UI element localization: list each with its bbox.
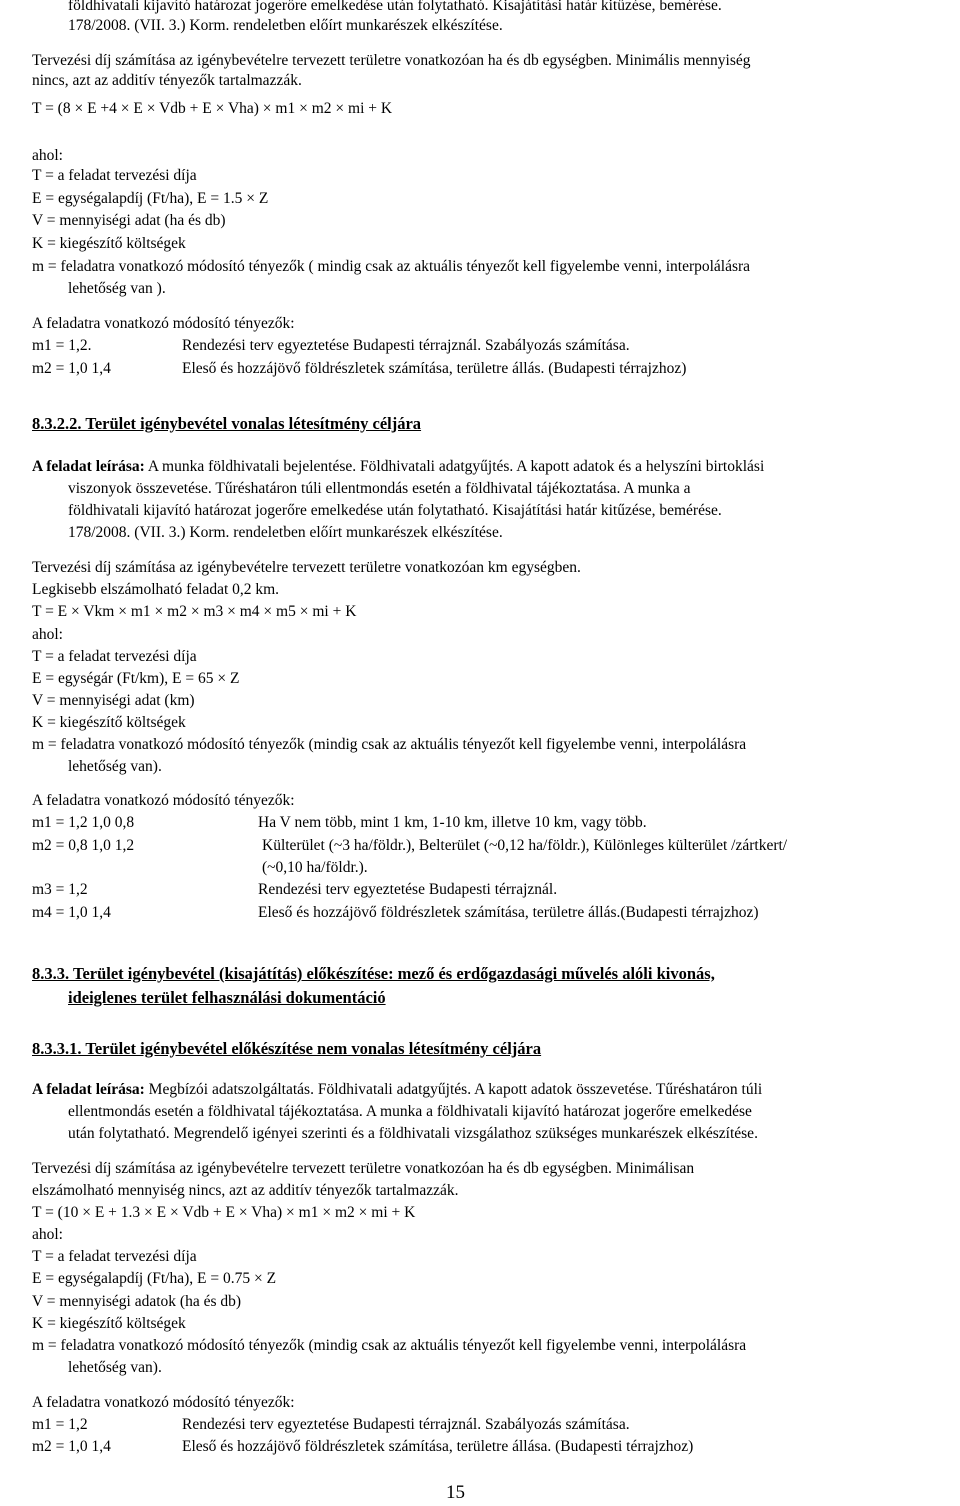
definition-K: K = kiegészítő költségek: [32, 714, 186, 731]
section-heading: 8.3.3.1. Terület igénybevétel előkészítése nem vonalas létesítmény céljára: [32, 1039, 542, 1058]
definition-T: T = a feladat tervezési díja: [32, 648, 197, 665]
text-line: Tervezési díj számítása az igénybevételre tervezett területre vonatkozóan ha és db egységben. Minimális mennyiség: [32, 52, 751, 69]
task-text: A munka földhivatali bejelentése. Földhivatali adatgyűjtés. A kapott adatok és a helyszíni birtoklási: [147, 458, 765, 475]
text-line: 178/2008. (VII. 3.) Korm. rendeletben előírt munkarészek elkészítése.: [68, 17, 503, 34]
text-line: ahol:: [32, 626, 63, 643]
definition-T: T = a feladat tervezési díja: [32, 1248, 197, 1265]
text-line: elszámolható mennyiség nincs, azt az additív tényezők tartalmazzák.: [32, 1182, 459, 1199]
definition-E: E = egységár (Ft/km), E = 65 × Z: [32, 670, 240, 687]
definition-m: m = feladatra vonatkozó módosító tényezők (mindig csak az aktuális tényezőt kell figyelembe venni, interpolálásra: [32, 1337, 747, 1354]
section-heading: ideiglenes terület felhasználási dokumentáció: [68, 988, 386, 1007]
task-label: A feladat leírása:: [32, 458, 145, 475]
definition-m: m = feladatra vonatkozó módosító tényezők ( mindig csak az aktuális tényezőt kell figyelembe venni, interpolálásra: [32, 258, 751, 275]
page-number: 15: [446, 1482, 465, 1503]
factor-key: m1 = 1,2.: [32, 337, 92, 354]
text-line: Legkisebb elszámolható feladat 0,2 km.: [32, 581, 280, 598]
definition-E: E = egységalapdíj (Ft/ha), E = 1.5 × Z: [32, 190, 269, 207]
text-line: viszonyok összevetése. Tűréshatáron túli ellentmondás esetén a földhivatal tájékoztatása. A munka a: [68, 480, 691, 497]
task-text: Megbízói adatszolgáltatás. Földhivatali adatgyűjtés. A kapott adatok összevetése. Tűréshatáron túli: [148, 1081, 763, 1098]
text-line: ahol:: [32, 147, 63, 164]
factor-key: m2 = 1,0 1,4: [32, 360, 111, 377]
definition-V: V = mennyiségi adatok (ha és db): [32, 1293, 242, 1310]
factor-value: Eleső és hozzájövő földrészletek számítása, területre állása. (Budapesti térrajzhoz): [182, 1438, 694, 1455]
factor-value: Rendezési terv egyeztetése Budapesti térrajznál. Szabályozás számítása.: [182, 1416, 630, 1433]
text-line: lehetőség van ).: [68, 280, 166, 297]
text-line: Tervezési díj számítása az igénybevételre tervezett területre vonatkozóan ha és db egységben. Minimálisan: [32, 1160, 695, 1177]
text-line: után folytatható. Megrendelő igényei szerinti és a földhivatali vizsgálathoz szükséges munkarészek elkészítése.: [68, 1125, 758, 1142]
definition-m: m = feladatra vonatkozó módosító tényezők (mindig csak az aktuális tényezőt kell figyelembe venni, interpolálásra: [32, 736, 747, 753]
factor-key: m2 = 0,8 1,0 1,2: [32, 837, 135, 854]
text-line: Tervezési díj számítása az igénybevételre tervezett területre vonatkozóan km egységben.: [32, 559, 581, 576]
factor-key: m1 = 1,2 1,0 0,8: [32, 814, 135, 831]
text-line: földhivatali kijavító határozat jogerőre emelkedése után folytatható. Kisajátítási határ kitűzése, bemérése.: [68, 502, 722, 519]
factors-title: A feladatra vonatkozó módosító tényezők:: [32, 792, 295, 809]
factor-key: m2 = 1,0 1,4: [32, 1438, 111, 1455]
definition-V: V = mennyiségi adat (ha és db): [32, 212, 226, 229]
text-line: lehetőség van).: [68, 758, 162, 775]
formula: T = (10 × E + 1.3 × E × Vdb + E × Vha) × m1 × m2 × mi + K: [32, 1204, 416, 1221]
factor-key: m3 = 1,2: [32, 881, 88, 898]
factors-title: A feladatra vonatkozó módosító tényezők:: [32, 1394, 295, 1411]
definition-E: E = egységalapdíj (Ft/ha), E = 0.75 × Z: [32, 1270, 277, 1287]
text-line: nincs, azt az additív tényezők tartalmazzák.: [32, 72, 302, 89]
task-paragraph: [32, 457, 764, 477]
section-heading: 8.3.2.2. Terület igénybevétel vonalas létesítmény céljára: [32, 414, 422, 433]
factor-key: m1 = 1,2: [32, 1416, 88, 1433]
factor-value: Eleső és hozzájövő földrészletek számítása, területre állás. (Budapesti térrajzhoz): [182, 360, 687, 377]
text-line: földhivatali kijavító határozat jogerőre emelkedése után folytatható. Kisajátítási határ kitűzése, bemérése.: [68, 0, 722, 14]
definition-V: V = mennyiségi adat (km): [32, 692, 195, 709]
text-line: lehetőség van).: [68, 1359, 162, 1376]
section-heading: 8.3.3. Terület igénybevétel (kisajátítás) előkészítése: mező és erdőgazdasági művelés alóli kivonás,: [32, 964, 715, 983]
factor-value: Eleső és hozzájövő földrészletek számítása, területre állás.(Budapesti térrajzhoz): [258, 904, 759, 921]
text-line: 178/2008. (VII. 3.) Korm. rendeletben előírt munkarészek elkészítése.: [68, 524, 503, 541]
factor-value: Rendezési terv egyeztetése Budapesti térrajznál.: [258, 881, 558, 898]
factor-value: Rendezési terv egyeztetése Budapesti térrajznál. Szabályozás számítása.: [182, 337, 630, 354]
text-line: ellentmondás esetén a földhivatal tájékoztatása. A munka a földhivatali kijavító határozat jogerőre emelkedése: [68, 1103, 752, 1120]
factor-value: Külterület (~3 ha/földr.), Belterület (~0,12 ha/földr.), Különleges külterület /zártkert/: [262, 837, 788, 854]
definition-K: K = kiegészítő költségek: [32, 235, 186, 252]
factors-title: A feladatra vonatkozó módosító tényezők:: [32, 315, 295, 332]
task-label: A feladat leírása:: [32, 1081, 145, 1098]
text-line: ahol:: [32, 1226, 63, 1243]
definition-T: T = a feladat tervezési díja: [32, 167, 197, 184]
factor-value: Ha V nem több, mint 1 km, 1-10 km, illetve 10 km, vagy több.: [258, 814, 647, 831]
task-paragraph: [32, 1080, 762, 1100]
factor-value: (~0,10 ha/földr.).: [262, 859, 368, 876]
definition-K: K = kiegészítő költségek: [32, 1315, 186, 1332]
formula: T = E × Vkm × m1 × m2 × m3 × m4 × m5 × mi + K: [32, 603, 357, 620]
formula: T = (8 × E +4 × E × Vdb + E × Vha) × m1 × m2 × mi + K: [32, 100, 393, 117]
factor-key: m4 = 1,0 1,4: [32, 904, 111, 921]
